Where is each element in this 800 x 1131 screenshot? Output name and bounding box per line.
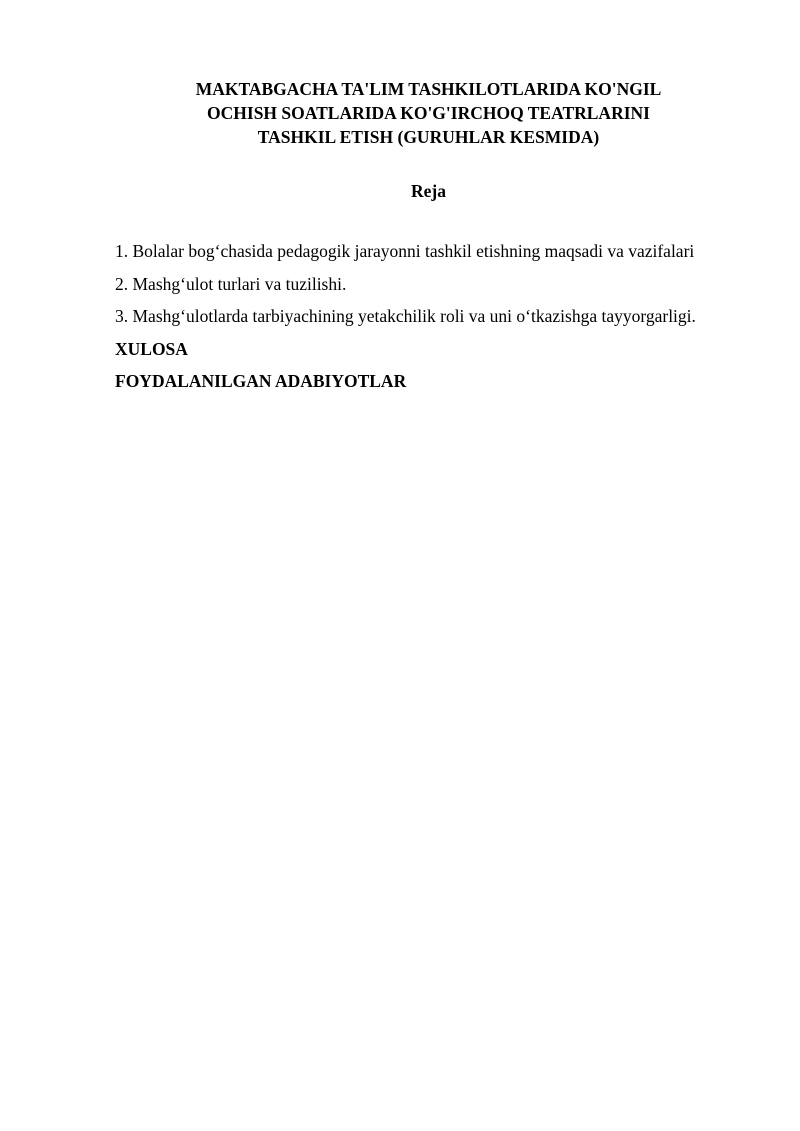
plan-item: 3. Mashg‘ulotlarda tarbiyachining yetakchilik roli va uni o‘tkazishga tayyorgarligi.: [115, 306, 696, 326]
plan-list: [115, 235, 765, 398]
plan-item: 1. Bolalar bog‘chasida pedagogik jarayonni tashkil etishning maqsadi va vazifalari: [115, 241, 695, 261]
plan-item: 2. Mashg‘ulot turlari va tuzilishi.: [115, 273, 347, 294]
conclusion-heading: XULOSA: [115, 338, 188, 359]
title-line: TASHKIL ETISH (GURUHLAR KESMIDA): [257, 127, 600, 147]
title-line: OCHISH SOATLARIDA KO'G'IRCHOQ TEATRLARINI: [207, 103, 650, 123]
references-heading: FOYDALANILGAN ADABIYOTLAR: [115, 371, 407, 391]
plan-heading: Reja: [411, 181, 446, 201]
title-line: MAKTABGACHA TA'LIM TASHKILOTLARIDA KO'NGIL: [195, 79, 662, 99]
document-title: [100, 77, 757, 149]
